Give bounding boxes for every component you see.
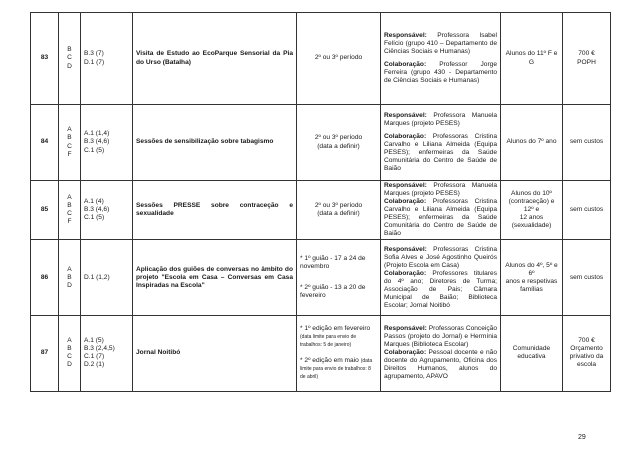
- activity-number: 85: [31, 181, 59, 240]
- responsible-label: Responsável:: [384, 325, 427, 333]
- date-cell: [297, 316, 381, 391]
- cost-cell: sem custos: [563, 240, 611, 316]
- responsible-text: Professoras Conceição Passos (projeto do Jornal) e Hermínia Marques (Biblioteca Escolar): [384, 325, 497, 349]
- objectives-cell: A B D: [59, 240, 81, 316]
- target-public-cell: Alunos do 7º ano: [501, 105, 563, 181]
- goals-cell: B.3 (7) D.1 (7): [81, 13, 133, 105]
- responsible-cell: [381, 181, 501, 240]
- objectives-cell: B C D: [59, 13, 81, 105]
- table-row: [31, 240, 611, 316]
- collaboration-label: Colaboração:: [384, 132, 427, 140]
- page-number: 29: [578, 434, 586, 441]
- responsible-cell: [381, 240, 501, 316]
- collaboration-text: Professoras Cristina Carvalho e Liliana Almeida (Equipa PESES); enfermeiras da Saúde Comunitária do Centro de Saúde de Baião: [384, 132, 497, 173]
- activity-plan-table: [30, 12, 611, 392]
- cost-cell: 700 € Orçamento privativo da escola: [563, 316, 611, 391]
- objectives-cell: A B C F: [59, 181, 81, 240]
- target-public-cell: Alunos do 11º F e G: [501, 13, 563, 105]
- target-public-cell: Alunos do 10º (contraceção) e 12º e 12 anos (sexualidade): [501, 181, 563, 240]
- activity-number: 87: [31, 316, 59, 391]
- activity-number: 83: [31, 13, 59, 105]
- collaboration-text: Professoras Cristina Carvalho e Liliana Almeida (Equipa PESES); enfermeiras da Saúde Comunitária do Centro de Saúde de Baião: [384, 198, 497, 238]
- responsible-label: Responsável:: [384, 182, 427, 189]
- objectives-cell: A B C F: [59, 105, 81, 181]
- activity-cell: Aplicação dos guiões de conversas no âmbito do projeto "Escola em Casa – Conversas em Casa Inspiradas na Escola": [133, 240, 297, 316]
- date-first-guide: * 1º guião - 17 a 24 de novembro: [300, 255, 366, 271]
- responsible-cell: [381, 13, 501, 105]
- cost-cell: sem custos: [563, 181, 611, 240]
- responsible-cell: [381, 316, 501, 391]
- first-edition-deadline: (data limite para envio de trabalhos: 5 de janeiro): [300, 334, 357, 349]
- collaboration-text: Pessoal docente e não docente do Agrupamento, Oficina dos Direitos Humanos, alunos do agrupamento, APAVO: [384, 349, 497, 381]
- target-public-cell: Comunidade educativa: [501, 316, 563, 391]
- cost-cell: sem custos: [563, 105, 611, 181]
- collaboration-label: Colaboração:: [384, 269, 427, 277]
- target-public-cell: Alunos do 4º, 5º e 6º anos e respetivas famílias: [501, 240, 563, 316]
- first-edition-date: * 1º edição em fevereiro: [300, 325, 371, 333]
- responsible-text: Professora Manuela Marques (projeto PESES): [384, 111, 497, 127]
- table-row: [31, 316, 611, 391]
- date-cell: [297, 240, 381, 316]
- collaboration-label: Colaboração:: [384, 349, 427, 357]
- activity-number: 84: [31, 105, 59, 181]
- goals-cell: A.1 (5) B.3 (2,4,5) C.1 (7) D.2 (1): [81, 316, 133, 391]
- responsible-label: Responsável:: [384, 111, 427, 119]
- date-second-guide: * 2º guião - 13 a 20 de fevereiro: [300, 284, 366, 300]
- second-edition-deadline: (data limite para envio de trabalhos: 8 de abril): [300, 358, 373, 381]
- table-row: [31, 181, 611, 240]
- responsible-text: Professora Manuela Marques (projeto PESES): [384, 182, 497, 198]
- activity-number: 86: [31, 240, 59, 316]
- goals-cell: A.1 (4) B.3 (4,6) C.1 (5): [81, 181, 133, 240]
- activity-cell: Sessões PRESSE sobre contraceção e sexualidade: [133, 181, 297, 240]
- collaboration-label: Colaboração:: [384, 61, 427, 68]
- goals-cell: A.1 (1,4) B.3 (4,6) C.1 (5): [81, 105, 133, 181]
- date-cell: 2º ou 3º período: [297, 13, 381, 105]
- responsible-cell: [381, 105, 501, 181]
- date-cell: 2º ou 3º período (data a definir): [297, 181, 381, 240]
- activity-cell: Visita de Estudo ao EcoParque Sensorial da Pia do Urso (Batalha): [133, 13, 297, 105]
- collaboration-text: Professores titulares do 4º ano; Diretores de Turma; Associação de Pais; Câmara Municipal de Baião; Biblioteca Escolar; Jornal Noitibó: [384, 269, 497, 309]
- table-row: [31, 13, 611, 105]
- activity-cell: Sessões de sensibilização sobre tabagismo: [133, 105, 297, 181]
- goals-cell: D.1 (1,2): [81, 240, 133, 316]
- responsible-label: Responsável:: [384, 245, 427, 253]
- responsible-label: Responsável:: [384, 31, 427, 39]
- responsible-text: Professora Isabel Felício (grupo 410 – Departamento de Ciências Sociais e Humanas): [384, 31, 497, 55]
- cost-cell: 700 € POPH: [563, 13, 611, 105]
- table-row: [31, 105, 611, 181]
- date-cell: 2º ou 3º período (data a definir): [297, 105, 381, 181]
- second-edition-date: * 2º edição em maio: [300, 357, 359, 365]
- responsible-text: Professoras Cristina Sofia Alves e José Agostinho Queirós (Projeto Escola em Casa): [384, 245, 497, 269]
- activity-cell: Jornal Noitibó: [133, 316, 297, 391]
- collaboration-label: Colaboração:: [384, 198, 427, 206]
- objectives-cell: A B C D: [59, 316, 81, 391]
- collaboration-text: Professor Jorge Ferreira (grupo 430 - Departamento de Ciências Sociais e Humanas): [384, 61, 497, 85]
